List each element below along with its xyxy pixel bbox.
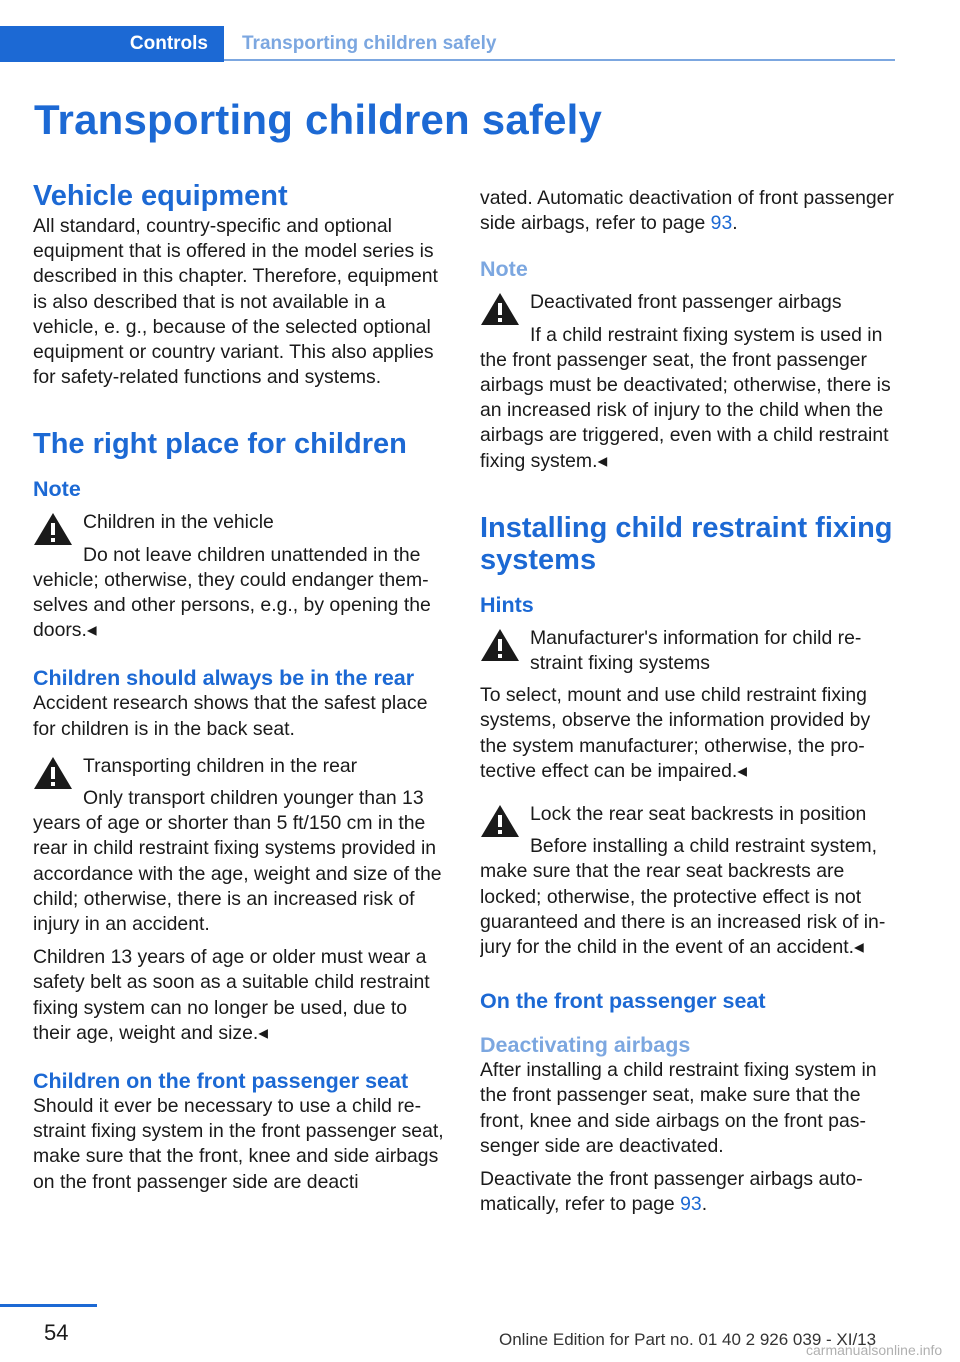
note-heading: Note [33,477,81,502]
warning-manufacturer-info [480,626,895,784]
page-link[interactable]: 93 [680,1193,702,1216]
page-title: Transporting children safely [34,96,603,143]
warning-triangle-icon [480,292,520,326]
running-header [0,26,895,62]
heading-vehicle-equipment: Vehicle equipment [33,180,288,212]
page-number: 54 [44,1320,69,1345]
text-run: vated. Automatic deactivation of front passenger side airbags, refer to page [480,187,894,235]
section-tab: Transporting children safely [242,33,497,54]
paragraph-rear: Accident research shows that the safest place for children is in the back seat. [33,692,428,740]
warning-title: Transporting children in the rear [83,754,358,777]
left-column [33,180,448,1203]
warning-title: Deactivated front passenger airbags [530,291,842,314]
edition-line: Online Edition for Part no. 01 40 2 926 039 - XI/13 [499,1330,877,1349]
text-run: . [732,212,738,235]
header-rule [224,59,895,61]
warning-triangle-icon [480,628,520,662]
chapter-tab: Controls [0,26,224,62]
warning-title: Manufacturer's information for child restraint fixing systems [530,626,862,675]
warning-title: Lock the rear seat backrests in position [530,803,867,826]
warning-lock-backrests [480,802,895,960]
warning-triangle-icon [480,804,520,838]
heading-deactivating-airbags: Deactivating airbags [480,1033,691,1058]
paragraph-after-installing: After installing a child restraint fixing system in the front passenger seat, make sure that the front, knee and side airbags on the front passenger side are deactivated. [480,1059,877,1157]
heading-children-front: Children on the front passenger seat [33,1069,409,1094]
warning-body: If a child restraint fixing system is used in the front passenger seat, the front passenger airbags must be deactivated; otherwise, there is an increased risk of injury to the child when the airbags are triggered, even with a child restraint fixing system.◂ [480,323,891,472]
warning-transport-rear [33,754,448,937]
warning-body: To select, mount and use child restraint fixing systems, observe the information provided by the system manufacturer; otherwise, the protective effect can be impaired.◂ [480,684,871,782]
footer-rule [0,1304,97,1307]
text-run: . [701,1193,708,1216]
page-link[interactable]: 93 [710,212,733,235]
heading-installing: Installing child restraint fixing systems [480,511,893,576]
warning-body: Do not leave children unattended in the vehicle; otherwise, they could endanger themselves and other persons, e.g., by opening the doors.◂ [33,543,431,642]
warning-children-in-vehicle [33,510,448,643]
paragraph-13-years: Children 13 years of age or older must wear a safety belt as soon as a suitable child restraint fixing system can no longer be used, due to their age, weight and size.◂ [33,946,430,1044]
heading-right-place: The right place for children [33,428,407,461]
warning-deactivated-airbags [480,290,895,473]
warning-body: Before installing a child restraint system, make sure that the rear seat backrests are locked; otherwise, the protective effect is not guaranteed and there is an increased risk of injury for the child in the event of an accident.◂ [480,835,886,959]
right-column [480,180,895,1225]
hints-heading: Hints [480,592,534,617]
text-run: Deactivate the front passenger airbags automatically, refer to page [480,1168,863,1216]
warning-title: Children in the vehicle [83,511,274,534]
warning-triangle-icon [33,512,73,546]
paragraph-deactivate [480,1167,895,1217]
note-heading: Note [480,257,528,282]
watermark: carmanualsonline.info [806,1342,943,1358]
warning-triangle-icon [33,756,73,790]
paragraph-front: Should it ever be necessary to use a child restraint fixing system in the front passenger seat, make sure that the front, knee and side airbags on the front passenger side are deacti [33,1095,444,1193]
heading-children-rear: Children should always be in the rear [33,666,415,691]
heading-front-seat: On the front passenger seat [480,989,766,1014]
warning-body: Only transport children younger than 13 years of age or shorter than 5 ft/150 cm in the rear in child restraint fixing systems provided in accordance with the age, weight and size of the child; otherwise, there is an increased risk of injury in an accident. [33,787,442,936]
paragraph-continued [480,186,895,236]
paragraph-vehicle-equipment: All standard, country-specific and optional equipment that is offered in the model series is described in this chapter. Therefore, equipment is also described that is not available in a vehicle, e. g., because of the selected optional equipment or country variant. This also applies for safety-related functions and systems. [33,215,438,389]
